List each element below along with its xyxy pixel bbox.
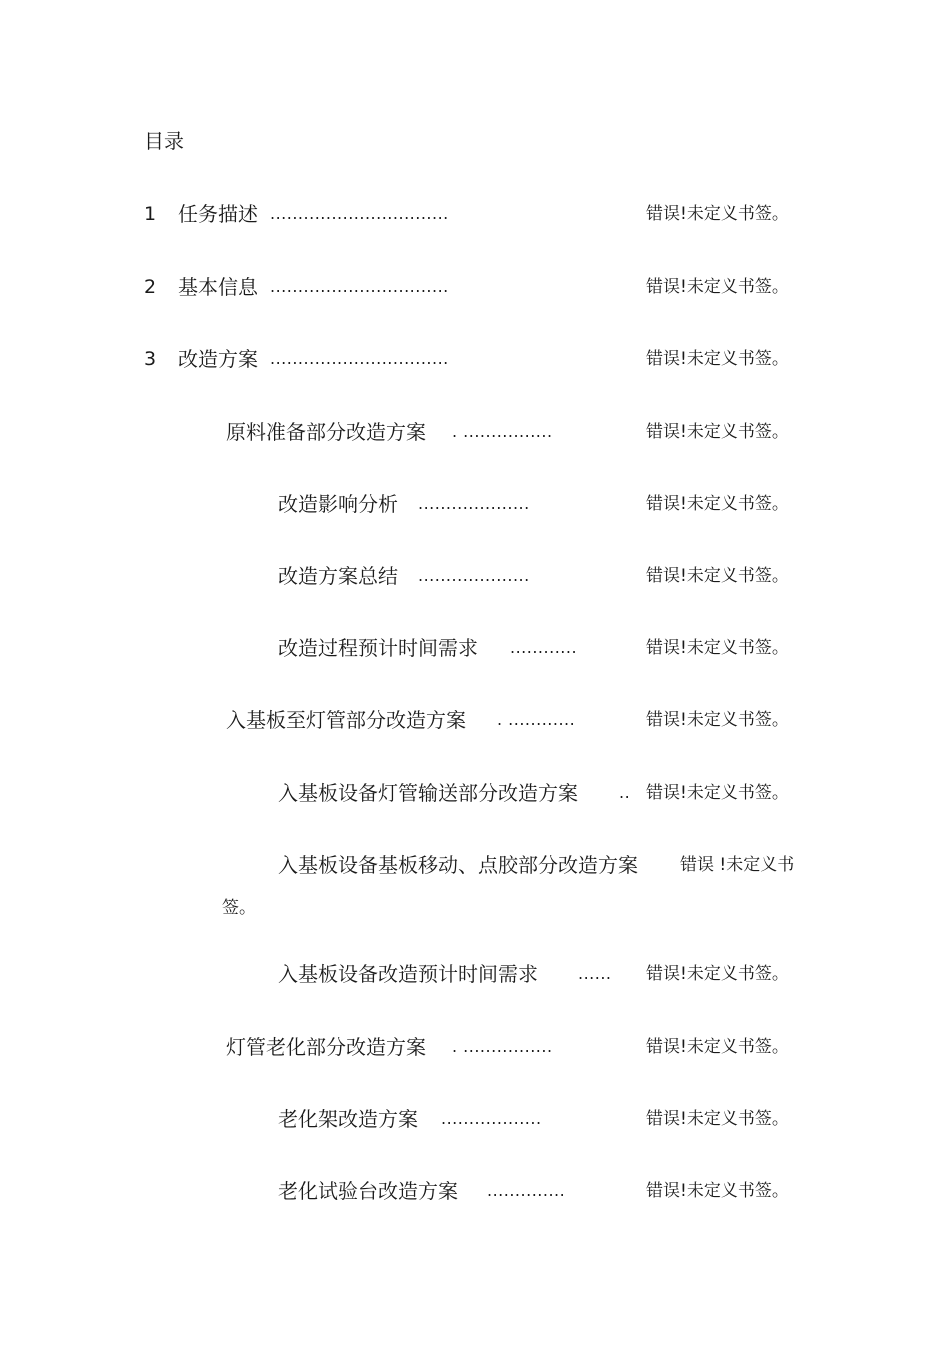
toc-entry-text: 老化试验台改造方案	[278, 1179, 458, 1203]
toc-entry-ref: 错误!未定义书签。	[646, 204, 789, 224]
toc-entry-ref: 错误!未定义书签。	[646, 494, 789, 514]
toc-entry-ref-continued: 签。	[222, 898, 256, 918]
toc-entry-leader: ................................	[270, 349, 449, 368]
toc-entry-ref: 错误!未定义书签。	[646, 422, 789, 442]
toc-entry-text: 原料准备部分改造方案	[226, 420, 426, 444]
toc-entry[interactable]	[0, 707, 950, 733]
toc-entry-leader: ..	[619, 783, 631, 802]
toc-entry-leader: . ................	[452, 1037, 553, 1056]
toc-entry-leader: ....................	[418, 566, 530, 585]
toc-entry[interactable]	[0, 491, 950, 517]
toc-entry-number: 3	[144, 348, 157, 370]
toc-entry[interactable]	[0, 419, 950, 445]
toc-entry[interactable]	[0, 635, 950, 661]
toc-entry-text: 灯管老化部分改造方案	[226, 1035, 426, 1059]
toc-entry-text: 入基板至灯管部分改造方案	[226, 708, 466, 732]
toc-entry-ref: 错误!未定义书签。	[646, 964, 789, 984]
toc-entry-text: 入基板设备改造预计时间需求	[278, 962, 538, 986]
toc-entry-text: 改造方案	[178, 347, 258, 371]
toc-entry-leader: ................................	[270, 277, 449, 296]
toc-entry[interactable]	[0, 780, 950, 806]
toc-entry-leader: . ................	[452, 422, 553, 441]
toc-entry-leader: ....................	[418, 494, 530, 513]
toc-entry[interactable]	[0, 1178, 950, 1204]
toc-entry-leader: . ............	[497, 710, 576, 729]
toc-entry-number: 2	[144, 276, 157, 298]
toc-entry-leader: ................................	[270, 204, 449, 223]
toc-entry[interactable]	[0, 1106, 950, 1132]
toc-entry-ref: 错误!未定义书签。	[646, 783, 789, 803]
toc-entry-leader: ..............	[487, 1181, 566, 1200]
toc-title: 目录	[144, 129, 184, 153]
toc-entry-text: 入基板设备灯管输送部分改造方案	[278, 781, 578, 805]
toc-entry[interactable]	[0, 961, 950, 987]
toc-entry-ref: 错误!未定义书签。	[646, 349, 789, 369]
toc-entry-ref: 错误!未定义书签。	[646, 1109, 789, 1129]
toc-entry-ref: 错误!未定义书签。	[646, 1181, 789, 1201]
toc-entry-ref: 错误!未定义书签。	[646, 566, 789, 586]
toc-entry[interactable]	[0, 852, 950, 878]
toc-entry-ref: 错误 !未定义书	[680, 855, 795, 875]
toc-entry-text: 改造过程预计时间需求	[278, 636, 478, 660]
toc-entry-text: 老化架改造方案	[278, 1107, 418, 1131]
toc-entry-leader: ............	[510, 638, 578, 657]
toc-entry-ref: 错误!未定义书签。	[646, 638, 789, 658]
toc-entry[interactable]	[0, 1034, 950, 1060]
toc-entry-text: 改造影响分析	[278, 492, 398, 516]
toc-entry-leader: ......	[578, 964, 612, 983]
toc-entry[interactable]	[0, 201, 950, 227]
toc-entry-leader: ..................	[441, 1109, 542, 1128]
toc-entry[interactable]	[0, 274, 950, 300]
toc-entry-ref: 错误!未定义书签。	[646, 1037, 789, 1057]
toc-entry-number: 1	[144, 203, 157, 225]
toc-entry-text: 任务描述	[178, 202, 258, 226]
toc-entry-ref: 错误!未定义书签。	[646, 710, 789, 730]
toc-entry-ref: 错误!未定义书签。	[646, 277, 789, 297]
toc-entry-text: 入基板设备基板移动、点胶部分改造方案	[278, 853, 638, 877]
toc-entry[interactable]	[0, 563, 950, 589]
toc-entry[interactable]	[0, 346, 950, 372]
toc-entry-text: 基本信息	[178, 275, 258, 299]
toc-entry-text: 改造方案总结	[278, 564, 398, 588]
